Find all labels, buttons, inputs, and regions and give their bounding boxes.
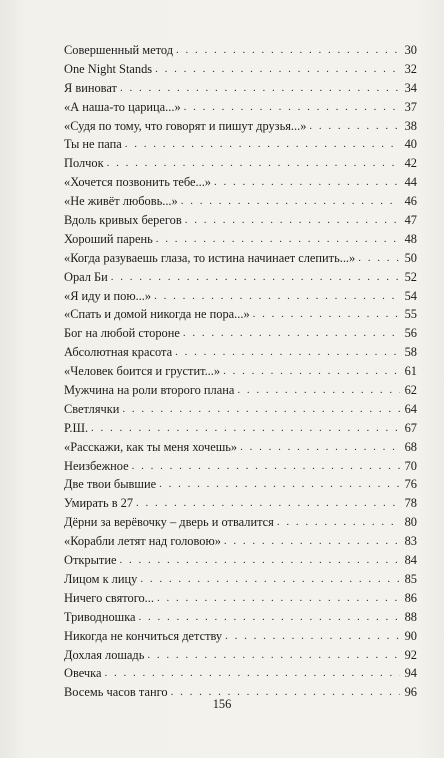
toc-entry-page-number: 64 [404, 401, 417, 416]
toc-entry-title: Светлячки [64, 401, 120, 416]
toc-entry [64, 570, 417, 589]
toc-entry-title: «Расскажи, как ты меня хочешь» [64, 439, 238, 454]
toc-entry [64, 211, 417, 230]
toc-entry [64, 305, 417, 324]
toc-entry-page-number: 38 [404, 118, 417, 133]
toc-entry-page-number: 58 [404, 345, 417, 360]
toc-entry-title: Ты не папа [64, 137, 122, 152]
toc-entry [64, 362, 417, 381]
dot-leader [358, 249, 400, 268]
toc-entry-title: «Корабли летят над головою» [64, 534, 221, 549]
toc-entry-title: Абсолютная красота [64, 345, 173, 360]
toc-entry-title: «Я иду и пою...» [64, 288, 152, 303]
toc-entry-page-number: 70 [404, 458, 417, 473]
toc-entry [64, 381, 417, 400]
toc-entry-page-number: 68 [404, 439, 417, 454]
toc-entry-page-number: 80 [404, 515, 417, 530]
toc-entry-title: Ничего святого... [64, 590, 154, 605]
dot-leader [154, 287, 400, 306]
dot-leader [159, 475, 400, 494]
toc-entry [64, 135, 417, 154]
toc-entry-title: Орал Би [64, 269, 108, 284]
toc-entry [64, 664, 417, 683]
toc-entry-page-number: 78 [404, 496, 417, 511]
toc-entry [64, 79, 417, 98]
toc-entry-page-number: 48 [404, 231, 417, 246]
toc-entry-page-number: 52 [404, 269, 417, 284]
toc-entry [64, 475, 417, 494]
dot-leader [240, 438, 400, 457]
toc-entry-page-number: 62 [404, 383, 417, 398]
dot-leader [223, 362, 400, 381]
dot-leader [156, 230, 400, 249]
dot-leader [253, 305, 400, 324]
dot-leader [225, 627, 400, 646]
toc-entry-page-number: 47 [404, 213, 417, 228]
toc-entry-page-number: 34 [404, 80, 417, 95]
table-of-contents [64, 41, 417, 702]
toc-entry-title: One Night Stands [64, 61, 153, 76]
toc-entry [64, 117, 417, 136]
toc-entry-page-number: 40 [404, 137, 417, 152]
toc-entry [64, 551, 417, 570]
toc-entry-page-number: 85 [404, 571, 417, 586]
toc-entry-page-number: 83 [404, 534, 417, 549]
toc-entry-page-number: 44 [404, 175, 417, 190]
toc-entry [64, 60, 417, 79]
toc-entry-title: Дёрни за верёвочку – дверь и отвалится [64, 515, 274, 530]
toc-entry [64, 627, 417, 646]
toc-entry [64, 513, 417, 532]
dot-leader [139, 608, 400, 627]
toc-entry-page-number: 30 [404, 43, 417, 57]
toc-entry-title: «Когда разуваешь глаза, то истина начинает слепить...» [64, 250, 356, 265]
toc-entry-title: Никогда не кончиться детству [64, 628, 223, 643]
toc-entry-title: Полчок [64, 156, 104, 171]
toc-entry [64, 646, 417, 665]
toc-entry [64, 268, 417, 287]
dot-leader [184, 98, 400, 117]
toc-entry-title: Восемь часов танго [64, 685, 168, 700]
toc-entry [64, 249, 417, 268]
toc-entry-page-number: 55 [404, 307, 417, 322]
dot-leader [119, 551, 400, 570]
dot-leader [224, 532, 400, 551]
dot-leader [183, 324, 400, 343]
toc-entry-page-number: 46 [404, 194, 417, 209]
toc-entry-title: Триводношка [64, 609, 136, 624]
toc-entry [64, 230, 417, 249]
toc-entry-page-number: 76 [404, 477, 417, 492]
toc-entry-page-number: 42 [404, 156, 417, 171]
toc-entry-page-number: 32 [404, 61, 417, 76]
toc-entry [64, 173, 417, 192]
toc-entry [64, 457, 417, 476]
dot-leader [140, 570, 400, 589]
dot-leader [122, 400, 400, 419]
toc-entry-page-number: 96 [404, 685, 417, 700]
toc-entry-page-number: 67 [404, 420, 417, 435]
toc-entry-page-number: 37 [404, 99, 417, 114]
toc-entry-title: «Спать и домой никогда не пора...» [64, 307, 250, 322]
toc-entry-title: Вдоль кривых берегов [64, 213, 182, 228]
toc-entry [64, 154, 417, 173]
toc-entry-page-number: 88 [404, 609, 417, 624]
dot-leader [104, 664, 400, 683]
dot-leader [175, 343, 400, 362]
dot-leader [111, 268, 400, 287]
toc-entry-page-number: 56 [404, 326, 417, 341]
dot-leader [91, 419, 400, 438]
toc-entry-title: Открытие [64, 553, 117, 568]
dot-leader [181, 192, 400, 211]
toc-entry [64, 287, 417, 306]
toc-entry [64, 192, 417, 211]
dot-leader [132, 457, 400, 476]
toc-entry-title: «Человек боится и грустит...» [64, 364, 221, 379]
toc-entry-page-number: 84 [404, 553, 417, 568]
toc-entry-page-number: 86 [404, 590, 417, 605]
toc-entry [64, 400, 417, 419]
toc-entry-title: «Судя по тому, что говорят и пишут друзья...» [64, 118, 307, 133]
toc-entry [64, 98, 417, 117]
toc-entry [64, 532, 417, 551]
toc-entry [64, 343, 417, 362]
toc-entry-title: «А наша-то царица...» [64, 99, 181, 114]
dot-leader [120, 79, 400, 98]
dot-leader [277, 513, 400, 532]
dot-leader [155, 60, 400, 79]
toc-entry [64, 438, 417, 457]
toc-entry-page-number: 50 [404, 250, 417, 265]
toc-entry [64, 494, 417, 513]
dot-leader [214, 173, 400, 192]
dot-leader [185, 211, 400, 230]
toc-entry-title: Лицом к лицу [64, 571, 138, 586]
dot-leader [176, 41, 400, 60]
toc-entry-title: Неизбежное [64, 458, 129, 473]
toc-entry-title: Хороший парень [64, 231, 153, 246]
toc-entry-page-number: 54 [404, 288, 417, 303]
toc-entry-title: Я виноват [64, 80, 117, 95]
toc-entry-page-number: 94 [404, 666, 417, 681]
dot-leader [125, 135, 400, 154]
toc-entry-title: Две твои бывшие [64, 477, 157, 492]
dot-leader [309, 117, 400, 136]
toc-entry [64, 419, 417, 438]
toc-entry-title: «Хочется позвонить тебе...» [64, 175, 211, 190]
toc-entry-page-number: 90 [404, 628, 417, 643]
toc-entry-title: Мужчина на роли второго плана [64, 383, 235, 398]
toc-entry [64, 41, 417, 60]
toc-entry-page-number: 92 [404, 647, 417, 662]
toc-entry [64, 608, 417, 627]
toc-entry-title: Бог на любой стороне [64, 326, 180, 341]
toc-entry [64, 324, 417, 343]
page-number: 156 [212, 697, 232, 711]
toc-entry-title: «Не живёт любовь...» [64, 194, 178, 209]
dot-leader [107, 154, 400, 173]
toc-entry-page-number: 61 [404, 364, 417, 379]
dot-leader [136, 494, 400, 513]
dot-leader [147, 646, 400, 665]
dot-leader [237, 381, 400, 400]
dot-leader [157, 589, 400, 608]
toc-entry-title: Р.Ш. [64, 420, 89, 435]
toc-entry-title: Дохлая лошадь [64, 647, 145, 662]
toc-entry-title: Совершенный метод [64, 43, 174, 57]
toc-entry-title: Умирать в 27 [64, 496, 134, 511]
toc-entry-title: Овечка [64, 666, 102, 681]
toc-entry [64, 589, 417, 608]
